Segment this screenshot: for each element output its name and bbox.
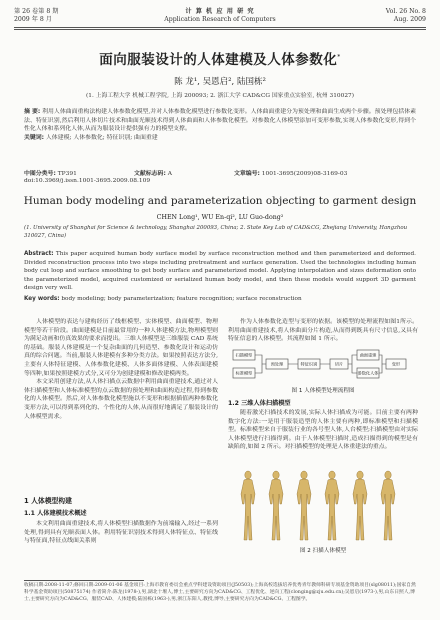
flow-label: 标准模型 <box>235 370 253 376</box>
flow-label: 参数化人体 <box>357 370 379 376</box>
human-body-model <box>241 471 255 540</box>
flow-label: 扫描模型 <box>235 352 253 358</box>
english-abstract: Abstract: This paper acquired human body surface model by surface reconstruction method and then parameterized and deformed. Divided reconstruction process into two steps including pretreatment and surface generation. Used the technologies including human body cut loop and surface smoothing to get body surface and parameterized model. Applying interpolation and sizes deformation onto the parameterized model, acquired customized or serialized human body model, and then these models would support 3D garment design very well. <box>24 251 416 291</box>
header-center: 计 算 机 应 用 研 究 Application Research of Computers <box>164 8 276 23</box>
figure-1-caption: 图 1 人体模型处理流程图 <box>291 388 355 394</box>
human-body-model <box>269 471 283 540</box>
flow-label: 切片 <box>334 361 344 367</box>
right-column <box>228 318 418 344</box>
human-body-model <box>381 471 395 540</box>
right-column-cont <box>228 409 418 452</box>
flow-label: 预处理 <box>270 361 284 367</box>
body-paragraph: 作为人体参数化造型与变形的依据。该模型的处理流程如图1所示。利用曲面重建技术,将人体曲面分片构造,从而得到既具有尺寸信息,又具有特征信息的人体模型。其流程如图 1 所示。 <box>228 319 418 343</box>
human-body-model <box>297 471 311 540</box>
english-title: Human body modeling and parameterization objecting to garment design <box>23 195 417 207</box>
section-heading: 1 人体模型构建 <box>24 497 72 505</box>
header-rule <box>14 27 426 28</box>
left-column-cont <box>24 520 218 546</box>
flow-label: 特征识别 <box>300 361 318 367</box>
subsection-heading: 1.2 三维人体扫描模型 <box>228 400 291 407</box>
flow-label: 曲面重建 <box>359 352 377 358</box>
english-authors: CHEN Long¹, WU En-qi², LU Guo-dong² <box>156 214 284 221</box>
flowchart-figure <box>232 348 408 382</box>
body-paragraph: 随着激光扫描技术的发展,实际人体扫描成为可能。目前主要有两种数字化方法:一是用于服装造型的人体主要有两种,即标准模型和扫描模型。标准模型来自于服装行业的各号型人体,人台模型;扫描模型由对实际人体模型进行扫描得到。由于人体模型扫描时,造成扫描得到的模型是有缺陷的,如图 2 所示。对扫描模型的处理是人体重建法的重点。 <box>228 410 418 451</box>
paper-authors: 陈 龙¹, 吴恩启², 陆国栋² <box>174 77 266 87</box>
body-paragraph: 人体模型的表达与建构经历了线框模型、实体模型、曲面模型、物理模型等若干阶段。曲面建模是目前最常用的一种人体建模方法,物理模型则为满足动画和仿真效果的要求而提出。三维人体模型是三维服装 CAD 系统的基础。服装人体建模是一个复杂曲面的几何造型、参数化设计和运动仿真的综合问题。当前,服装人体建模有多种分类方法。如果按照表达方法分,主要有人体特征建模、人体参数化建模、人体多面体建模、人体表面建模等四种,如果按照建模方式分,又可分为创建建模和修改建模两类。 <box>24 319 218 377</box>
figure-2-caption: 图 2 扫描人体模型 <box>299 548 347 554</box>
paper-affiliation: (1. 上海工程大学 机械工程学院, 上海 200093; 2. 浙江大学 CAD&CG 国家重点实验室, 杭州 310027) <box>86 93 354 99</box>
human-body-model <box>325 471 339 540</box>
footnote: 收稿日期:2008-11-07;修回日期:2009-01-06 基金项目:上海市教育委员会重点学科建设资助项目(J50503);上海高校选拔培养优秀青年教师科研专项基金资助项目(slg08011);国家自然科学基金资助项目(50875174) 作者简介:陈龙(1978-),男,湖北十堰人,博士,主要研究方向为CAD&CG、工程优化、逆向工程(clonging@zju.edu.cn);吴恩启(1973-),男,山东日照人,博士,主要研究方向为CAD&CG、服装CAD、人体建模;陆国栋(1963-),男,浙江东阳人,教授,博导,主要研究方向为CAD&CG、工程图学。 <box>24 583 416 602</box>
body-paragraph: 本文采用创建方法,从人体扫描点云数据中利用曲面重建技术,通过对人体扫描模型和人体标准模型的点云数据的预处理和曲面构造过程,得到参数化的人体模型。然后,对人体参数化模型施以不变形和根据插值两种参数化变形方法,可以得到系列化的、个性化的人体,从而很好地满足了服装设计的人体模型需求。 <box>24 379 218 420</box>
human-body-model <box>353 471 367 540</box>
header-rule-2 <box>14 29 426 30</box>
scanned-bodies-figure <box>236 468 414 542</box>
footnote-rule <box>24 580 144 581</box>
english-keywords: Key words: body modeling; body parameterization; feature recognition; surface reconstruction <box>24 296 302 302</box>
header-left: 第 26 卷第 8 期 2009 年 8 月 <box>14 8 59 23</box>
journal-header <box>14 8 426 34</box>
english-affiliation: (1. University of Shanghai for Science & technology, Shanghai 200093, China; 2. State Key Lab of CAD&CG, Zhejiang University, Hangzhou 310027, China) <box>24 225 408 239</box>
doi-line: doi:10.3969/j.issn.1001-3695.2009.08.109 <box>24 178 151 184</box>
subsection-heading: 1.1 人体建模技术概述 <box>24 510 87 517</box>
header-right: Vol. 26 No. 8 Aug. 2009 <box>385 8 426 23</box>
paper-title: 面向服装设计的人体建模及人体参数化* <box>99 52 341 68</box>
flow-label: 变形 <box>391 361 401 367</box>
left-column <box>24 318 218 421</box>
chinese-abstract: 摘 要: 利用人体曲面重构法构建人体参数化模型,并对人体参数化模型进行参数化变形。人体曲面重建分为预处理和曲面生成两个步骤。预处理包括体素法、特征识别,然后利用人体切片技术和曲面光顺技术得到人体曲面和人体参数化模型。对参数化人体模型添加可变形参数,实现人体参数化变形,得到个性化人体和系列化人体,从而为服装设计提供强有力的模型支撑。 关键词: 人体建模; 人体参数化; 特征识别; 曲面重建 <box>24 109 416 141</box>
body-paragraph: 本文利用曲面重建技术,将人体模型扫描数据作为前端输入,经过一系列处理,得到具有光顺表面人体。利用特征识别技术得到人体特征点、特征线与特征面,特征点线面关系则 <box>24 521 218 545</box>
